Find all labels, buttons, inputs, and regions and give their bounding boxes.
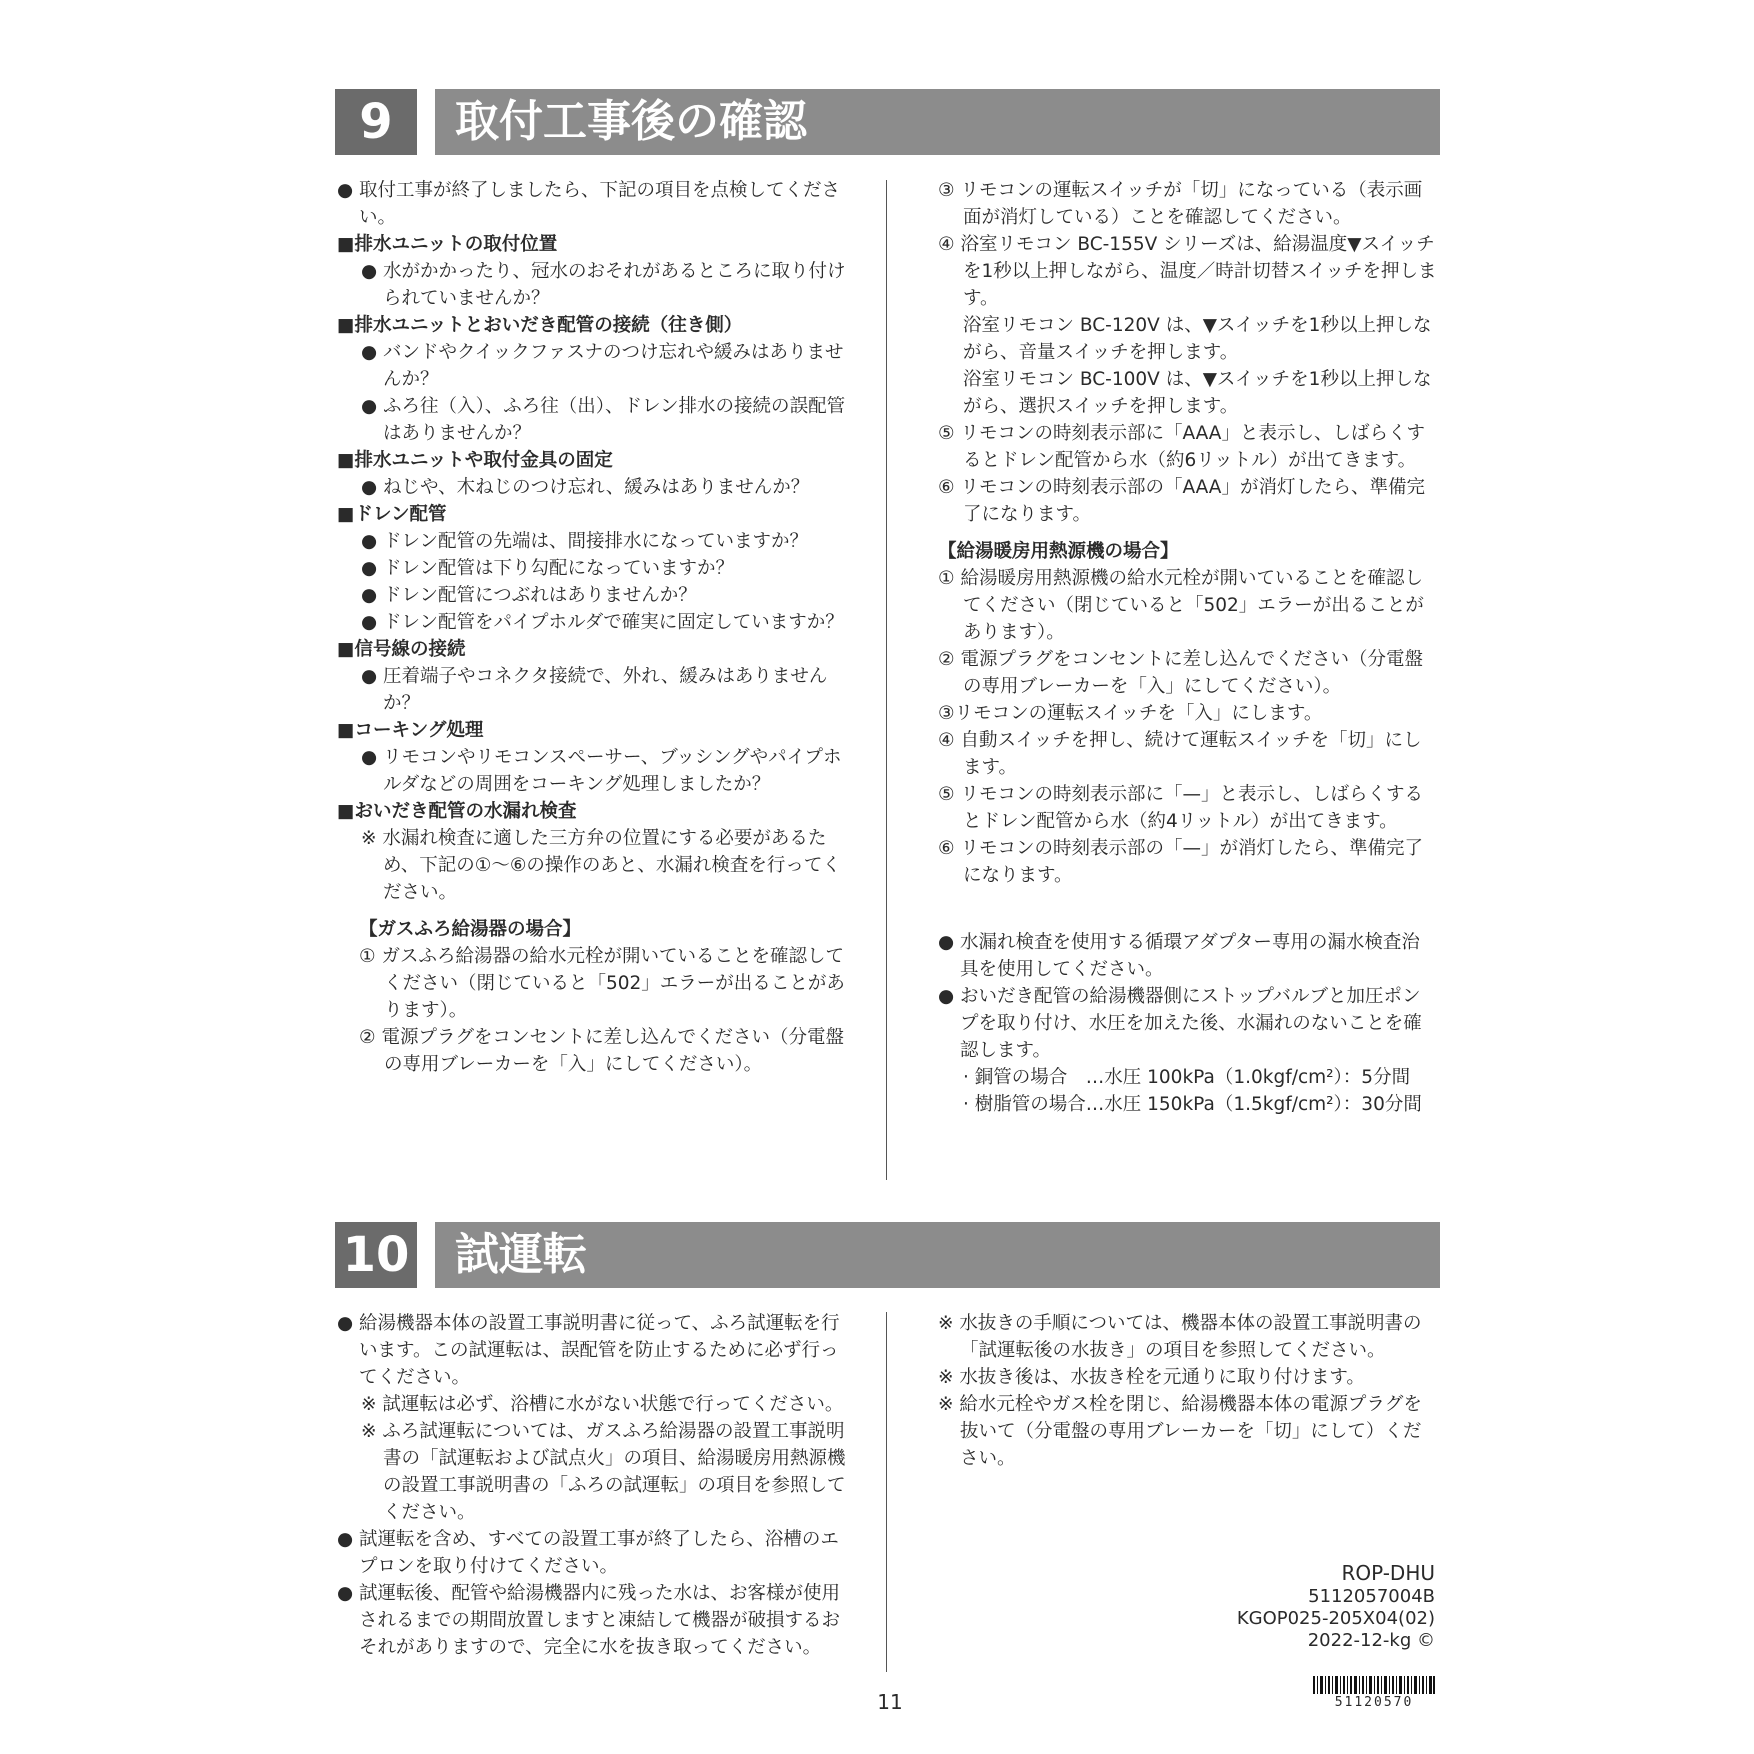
trial-item: ● 給湯機器本体の設置工事説明書に従って、ふろ試運転を行います。この試運転は、誤配管を防止するために必ず行ってください。	[337, 1313, 840, 1388]
check-heading: ■排水ユニットとおいだき配管の接続（往き側）	[337, 315, 743, 336]
heat-heading: 【給湯暖房用熱源機の場合】	[938, 541, 1179, 562]
check-item: ● ふろ往（入）、ふろ往（出）、ドレン排水の接続の誤配管はありませんか？	[361, 396, 846, 444]
leak-item: ● 水漏れ検査を使用する循環アダプター専用の漏水検査治具を使用してください。	[938, 932, 1420, 980]
check-item: ● バンドやクイックファスナのつけ忘れや緩みはありませんか？	[361, 342, 844, 390]
check-heading: ■信号線の接続	[337, 639, 466, 660]
gas-step: ⑤ リモコンの時刻表示部に「AAA」と表示し、しばらくするとドレン配管から水（約6リットル）が出てきます。	[938, 423, 1425, 471]
check-heading: ■排水ユニットや取付金具の固定	[337, 450, 613, 471]
check-item: ● 水がかかったり、冠水のおそれがあるところに取り付けられていませんか？	[361, 261, 846, 309]
intro-text: ● 取付工事が終了しましたら、下記の項目を点検してください。	[337, 180, 841, 228]
gas-step: ① ガスふろ給湯器の給水元栓が開いていることを確認してください（閉じていると「502」エラーが出ることがあります）。	[359, 946, 845, 1021]
check-heading: ■コーキング処理	[337, 720, 484, 741]
column-divider	[886, 1312, 887, 1672]
barcode-number: 51120570	[1334, 1695, 1414, 1710]
section-9-right-column	[938, 177, 1438, 1118]
heat-step: ② 電源プラグをコンセントに差し込んでください（分電盤の専用ブレーカーを「入」にしてください）。	[938, 649, 1423, 697]
check-heading: ■排水ユニットの取付位置	[337, 234, 558, 255]
page-number: 11	[877, 1690, 903, 1714]
section-number: 10	[335, 1222, 417, 1288]
trial-item: ● 試運転を含め、すべての設置工事が終了したら、浴槽のエプロンを取り付けてください。	[337, 1529, 839, 1577]
check-item: ● ドレン配管をパイプホルダで確実に固定していますか？	[361, 612, 844, 633]
gas-step: ③ リモコンの運転スイッチが「切」になっている（表示画面が消灯している）ことを確認してください。	[938, 180, 1423, 228]
heat-step: ⑤ リモコンの時刻表示部に「—」と表示し、しばらくするとドレン配管から水（約4リットル）が出てきます。	[938, 784, 1423, 832]
doc-codes	[1150, 1560, 1435, 1652]
gas-step: ② 電源プラグをコンセントに差し込んでください（分電盤の専用ブレーカーを「入」にしてください）。	[359, 1027, 844, 1075]
pressure-line: · 銅管の場合 …水圧 100kPa（1.0kgf/cm²）：5分間	[963, 1067, 1411, 1088]
check-note: ※ 水漏れ検査に適した三方弁の位置にする必要があるため、下記の①～⑥の操作のあと、水漏れ検査を行ってください。	[361, 828, 841, 903]
drain-note: ※ 水抜きの手順については、機器本体の設置工事説明書の「試運転後の水抜き」の項目を参照してください。	[938, 1313, 1422, 1361]
check-item: ● リモコンやリモコンスペーサー、ブッシングやパイプホルダなどの周囲をコーキング処理しましたか？	[361, 747, 842, 795]
trial-item: ● 試運転後、配管や給湯機器内に残った水は、お客様が使用されるまでの期間放置しますと凍結して機器が破損するおそれがありますので、完全に水を抜き取ってください。	[337, 1583, 841, 1658]
gas-heading: 【ガスふろ給湯器の場合】	[359, 919, 582, 940]
gas-step-extra: 浴室リモコン BC-100V は、▼スイッチを1秒以上押しながら、選択スイッチを押します。	[963, 369, 1432, 417]
check-item: ● ドレン配管は下り勾配になっていますか？	[361, 558, 735, 579]
section-9-left-column	[337, 177, 857, 1078]
heat-step: ④ 自動スイッチを押し、続けて運転スイッチを「切」にします。	[938, 730, 1422, 778]
check-heading: ■ドレン配管	[337, 504, 447, 525]
section-10-right-column	[938, 1310, 1438, 1472]
section-title: 取付工事後の確認	[435, 89, 1440, 155]
doc-code: 5112057004B	[1308, 1586, 1435, 1607]
leak-item: ● おいだき配管の給湯機器側にストップバルブと加圧ポンプを取り付け、水圧を加えた後、水漏れのないことを確認します。	[938, 986, 1422, 1061]
doc-code: KGOP025-205X04(02)	[1236, 1608, 1435, 1629]
heat-step: ① 給湯暖房用熱源機の給水元栓が開いていることを確認してください（閉じていると「502」エラーが出ることがあります）。	[938, 568, 1424, 643]
model-name: ROP-DHU	[1341, 1561, 1435, 1585]
check-item: ● 圧着端子やコネクタ接続で、外れ、緩みはありませんか？	[361, 666, 828, 714]
doc-date: 2022-12-kg ©	[1307, 1630, 1435, 1651]
check-item: ● ドレン配管の先端は、間接排水になっていますか？	[361, 531, 809, 552]
barcode-image	[1313, 1676, 1435, 1694]
trial-note: ※ ふろ試運転については、ガスふろ給湯器の設置工事説明書の「試運転および試点火」の項目、給湯暖房用熱源機の設置工事説明書の「ふろの試運転」の項目を参照してください。	[361, 1421, 846, 1523]
drain-note: ※ 水抜き後は、水抜き栓を元通りに取り付けます。	[938, 1367, 1365, 1388]
check-item: ● ドレン配管につぶれはありませんか？	[361, 585, 697, 606]
section-title: 試運転	[435, 1222, 1440, 1288]
gas-step: ④ 浴室リモコン BC-155V シリーズは、給湯温度▼スイッチを1秒以上押しながら、温度／時計切替スイッチを押します。	[938, 234, 1437, 309]
gas-step: ⑥ リモコンの時刻表示部の「AAA」が消灯したら、準備完了になります。	[938, 477, 1425, 525]
heat-step: ⑥ リモコンの時刻表示部の「—」が消灯したら、準備完了になります。	[938, 838, 1423, 886]
pressure-line: · 樹脂管の場合…水圧 150kPa（1.5kgf/cm²）：30分間	[963, 1094, 1422, 1115]
check-heading: ■おいだき配管の水漏れ検査	[337, 801, 577, 822]
column-divider	[886, 180, 887, 1180]
section-10-left-column	[337, 1310, 857, 1661]
drain-note: ※ 給水元栓やガス栓を閉じ、給湯機器本体の電源プラグを抜いて（分電盤の専用ブレーカーを「切」にして）ください。	[938, 1394, 1422, 1469]
heat-step: ③リモコンの運転スイッチを「入」にします。	[938, 703, 1323, 724]
check-item: ● ねじや、木ねじのつけ忘れ、緩みはありませんか？	[361, 477, 810, 498]
gas-step-extra: 浴室リモコン BC-120V は、▼スイッチを1秒以上押しながら、音量スイッチを押します。	[963, 315, 1432, 363]
section-number: 9	[335, 89, 417, 155]
trial-note: ※ 試運転は必ず、浴槽に水がない状態で行ってください。	[361, 1394, 844, 1415]
